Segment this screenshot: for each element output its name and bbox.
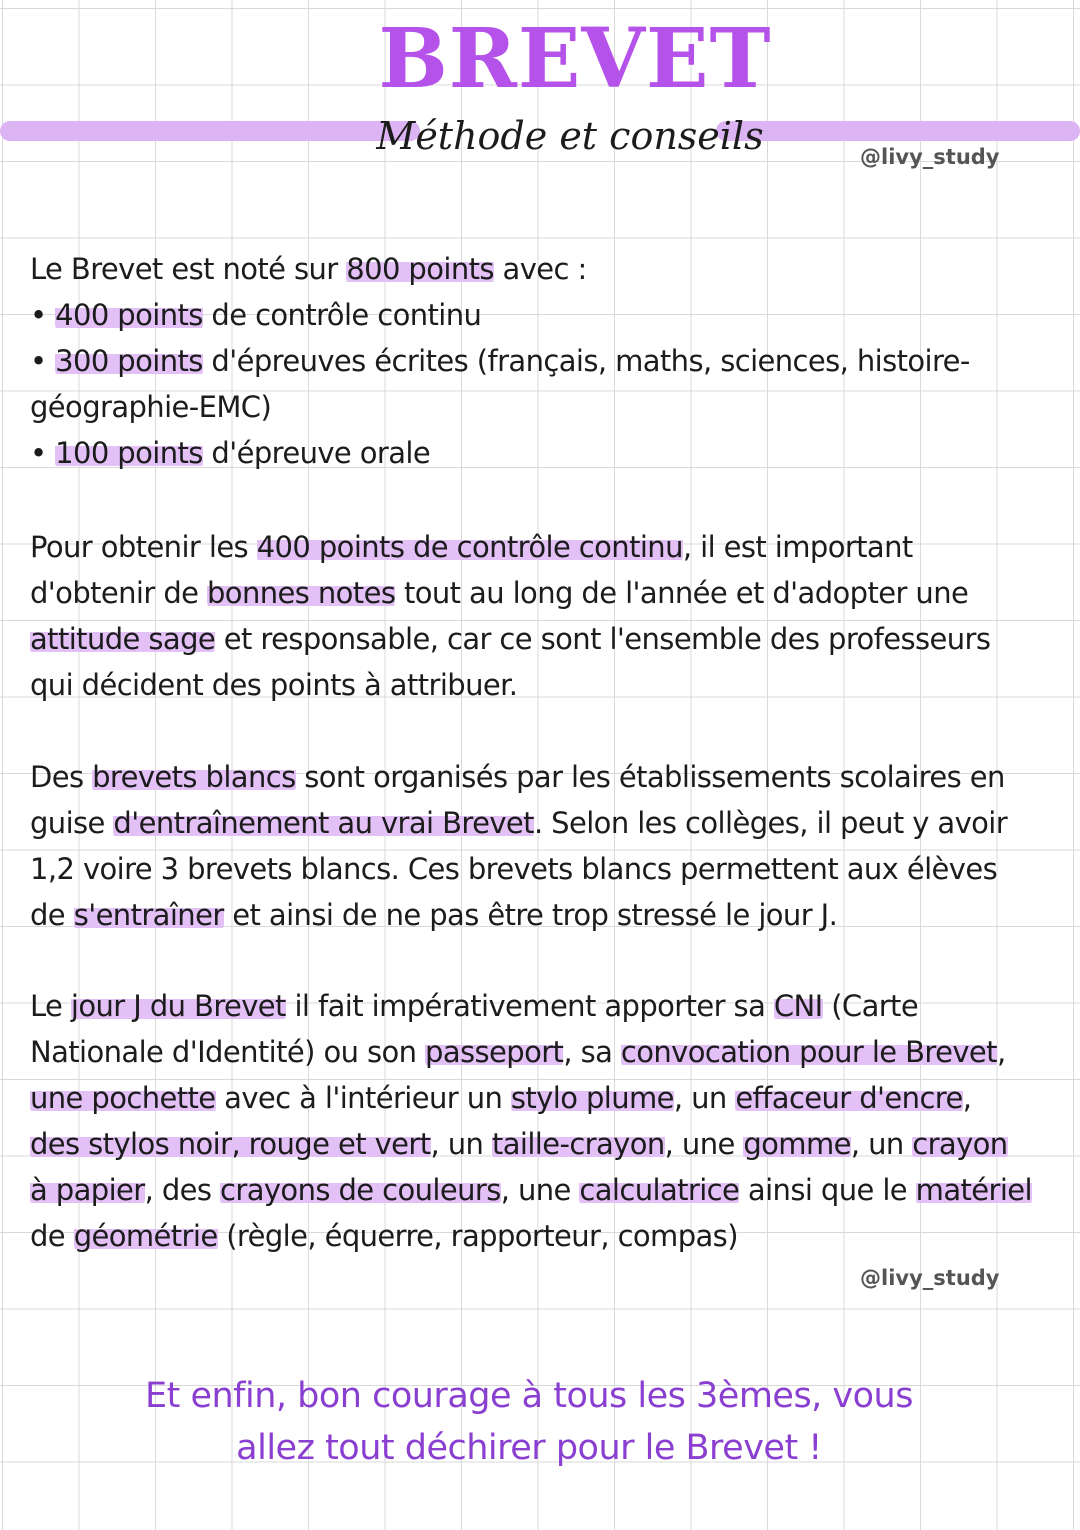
list-item-continued: géographie-EMC) (30, 390, 272, 424)
list-item: • 400 points de contrôle continu (30, 298, 482, 332)
bullet-icon: • (30, 436, 47, 470)
closing-message (0, 1370, 1058, 1474)
mock-exams-paragraph: Des brevets blancs sont organisés par les établissements scolaires en guise d'entraînement au vrai Brevet. Selon les collèges, il peut y avoir 1,2 voire 3 brevets blancs. Ces brevets blancs permettent aux élèves de s'entraîner et ainsi de ne pas être trop stressé le jour J. (30, 760, 1008, 932)
bullet-icon: • (30, 344, 47, 378)
exam-day-paragraph: Le jour J du Brevet il fait impérativement apporter sa CNI (Carte Nationale d'Identité) ou son passeport, sa convocation pour le Brevet, une pochette avec à l'intérieur un stylo plume, un effaceur d'encre, des stylos noir, rouge et vert, un taille-crayon, une gomme, un crayon à papier, des crayons de couleurs, une calculatrice ainsi que le matériel de géométrie (règle, équerre, rapporteur, compas) (30, 989, 1032, 1253)
list-item: • 100 points d'épreuve orale (30, 436, 431, 470)
list-item: • 300 points d'épreuves écrites (français, maths, sciences, histoire- (30, 344, 970, 378)
points-section (30, 246, 1040, 476)
author-handle-top: @livy_study (860, 145, 1000, 169)
continuous-assessment-paragraph: Pour obtenir les 400 points de contrôle continu, il est important d'obtenir de bonnes notes tout au long de l'année et d'adopter une attitude sage et responsable, car ce sont l'ensemble des professeurs qui décident des points à attribuer. (30, 530, 991, 702)
page-title: BREVET (378, 11, 772, 107)
closing-line-2: allez tout déchirer pour le Brevet ! (236, 1428, 822, 1468)
page-subtitle: Méthode et conseils (376, 114, 764, 158)
author-handle-bottom: @livy_study (860, 1266, 1000, 1290)
highlight-800-points: 800 points (346, 252, 494, 286)
closing-line-1: Et enfin, bon courage à tous les 3èmes, vous (145, 1376, 913, 1416)
bullet-icon: • (30, 298, 47, 332)
points-intro: Le Brevet est noté sur 800 points avec : (30, 252, 587, 286)
